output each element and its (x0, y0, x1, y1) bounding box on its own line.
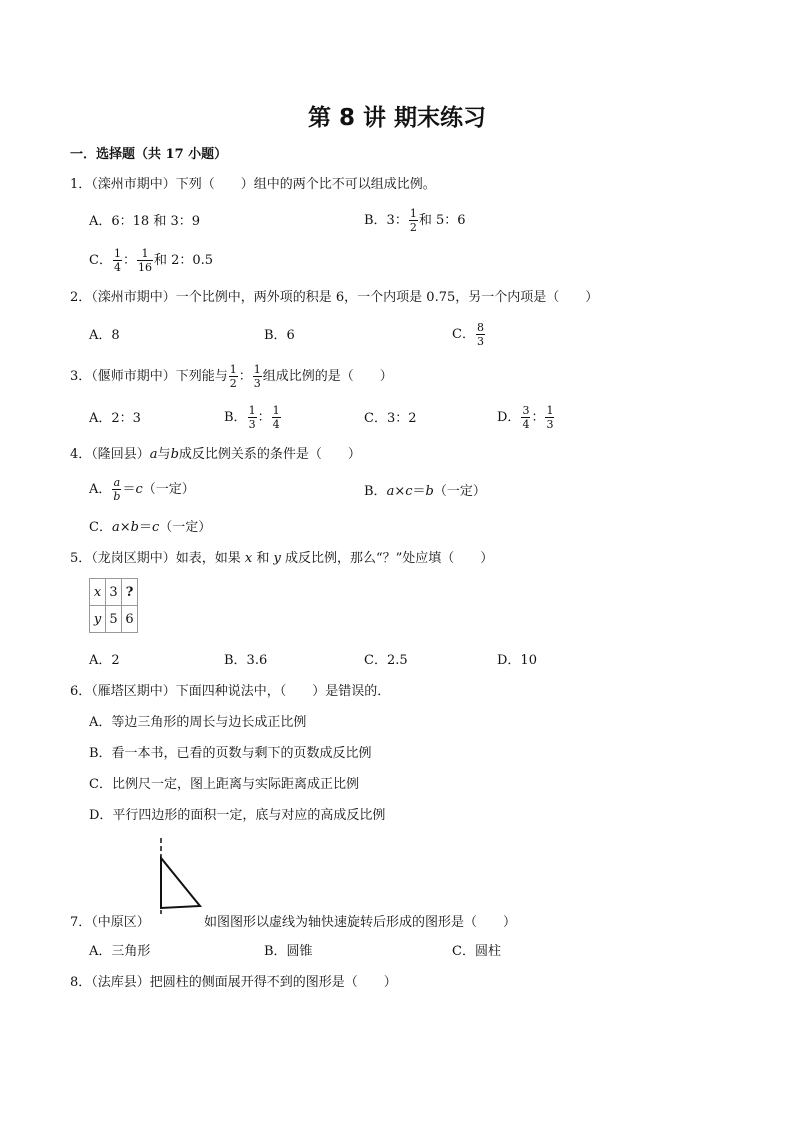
question-7-option-a[interactable]: A．三角形 (89, 944, 151, 959)
question-2-option-b[interactable]: B．6 (264, 328, 295, 343)
question-6-option-c[interactable]: C．比例尺一定，图上距离与实际距离成正比例 (89, 777, 359, 792)
question-1-option-b[interactable]: B．3： $\frac{1}{2}$ 和 5：6 (364, 207, 466, 234)
question-8-stem: 8．（法库县）把圆柱的侧面展开得不到的图形是（ ） (70, 975, 397, 990)
triangle-rotation-figure (150, 836, 220, 916)
section-heading: 一．选择题（共 17 小题） (70, 147, 228, 162)
table-cell: 5 (106, 606, 122, 633)
fraction: $\frac{1}{3}$ (248, 404, 256, 431)
question-2-stem: 2．（滦州市期中）一个比例中，两外项的积是 6，一个内项是 0.75，另一个内项是（ ） (70, 290, 599, 305)
question-1-option-c[interactable]: C． $\frac{1}{4}$ ： $\frac{1}{16}$ 和 2：0.5 (89, 247, 214, 274)
question-3-option-a[interactable]: A．2：3 (89, 411, 141, 426)
question-3-stem: 3．（偃师市期中）下列能与 $\frac{1}{2}$ ： $\frac{1}{3}$ 组成比例的是（ ） (70, 363, 393, 390)
fraction: $\frac{a}{b}$ (113, 476, 121, 503)
question-5-option-b[interactable]: B．3.6 (224, 653, 268, 668)
table-cell: y (90, 606, 106, 633)
question-4-option-b[interactable]: B．a×c＝b（一定） (364, 484, 486, 499)
question-4-option-a[interactable]: A． $\frac{a}{b}$ ＝c（一定） (89, 476, 195, 503)
fraction: $\frac{8}{3}$ (476, 321, 484, 348)
fraction: $\frac{1}{2}$ (409, 207, 417, 234)
table-row (90, 579, 138, 606)
table-row (90, 606, 138, 633)
fraction: $\frac{3}{4}$ (522, 404, 530, 431)
fraction: $\frac{1}{3}$ (253, 363, 261, 390)
question-2-option-c[interactable]: C． $\frac{8}{3}$ (452, 321, 484, 348)
question-1-stem: 1．（滦州市期中）下列（ ）组中的两个比不可以组成比例。 (70, 177, 436, 192)
question-7-label: 7．（中原区） (70, 915, 150, 930)
question-1-option-a[interactable]: A．6：18 和 3：9 (89, 214, 201, 229)
table-cell: 3 (106, 579, 122, 606)
fraction: $\frac{1}{3}$ (546, 404, 554, 431)
question-3-option-d[interactable]: D． $\frac{3}{4}$ ： $\frac{1}{3}$ (497, 404, 554, 431)
question-7-option-b[interactable]: B．圆锥 (264, 944, 313, 959)
question-4-option-c[interactable]: C．a×b＝c（一定） (89, 520, 212, 535)
question-2-option-a[interactable]: A．8 (89, 328, 120, 343)
question-5-option-c[interactable]: C．2.5 (364, 653, 408, 668)
table-cell: x (90, 579, 106, 606)
question-6-option-b[interactable]: B．看一本书，已看的页数与剩下的页数成反比例 (89, 746, 372, 761)
table-cell: 6 (122, 606, 138, 633)
question-5-option-d[interactable]: D．10 (497, 653, 537, 668)
xy-table (89, 578, 138, 633)
question-3-option-b[interactable]: B． $\frac{1}{3}$ ： $\frac{1}{4}$ (224, 404, 280, 431)
question-4-stem: 4．（隆回县）a与b成反比例关系的条件是（ ） (70, 447, 361, 462)
fraction: $\frac{1}{2}$ (229, 363, 237, 390)
question-5-option-a[interactable]: A．2 (89, 653, 120, 668)
table-cell: ? (122, 579, 138, 606)
question-6-option-a[interactable]: A．等边三角形的周长与边长成正比例 (89, 715, 307, 730)
question-5-stem: 5．（龙岗区期中）如表，如果 x 和 y 成反比例，那么“？”处应填（ ） (70, 551, 494, 566)
question-6-stem: 6．（雁塔区期中）下面四种说法中，（ ）是错误的． (70, 684, 391, 699)
page-title: 第 8 讲 期末练习 (307, 105, 487, 131)
question-6-option-d[interactable]: D．平行四边形的面积一定，底与对应的高成反比例 (89, 808, 386, 823)
question-7-stem: 如图图形以虚线为轴快速旋转后形成的图形是（ ） (204, 915, 517, 930)
fraction: $\frac{1}{4}$ (113, 247, 121, 274)
fraction: $\frac{1}{4}$ (272, 404, 280, 431)
right-triangle (161, 858, 200, 908)
question-3-option-c[interactable]: C．3：2 (364, 411, 417, 426)
fraction: $\frac{1}{16}$ (137, 247, 152, 274)
question-7-option-c[interactable]: C．圆柱 (452, 944, 501, 959)
